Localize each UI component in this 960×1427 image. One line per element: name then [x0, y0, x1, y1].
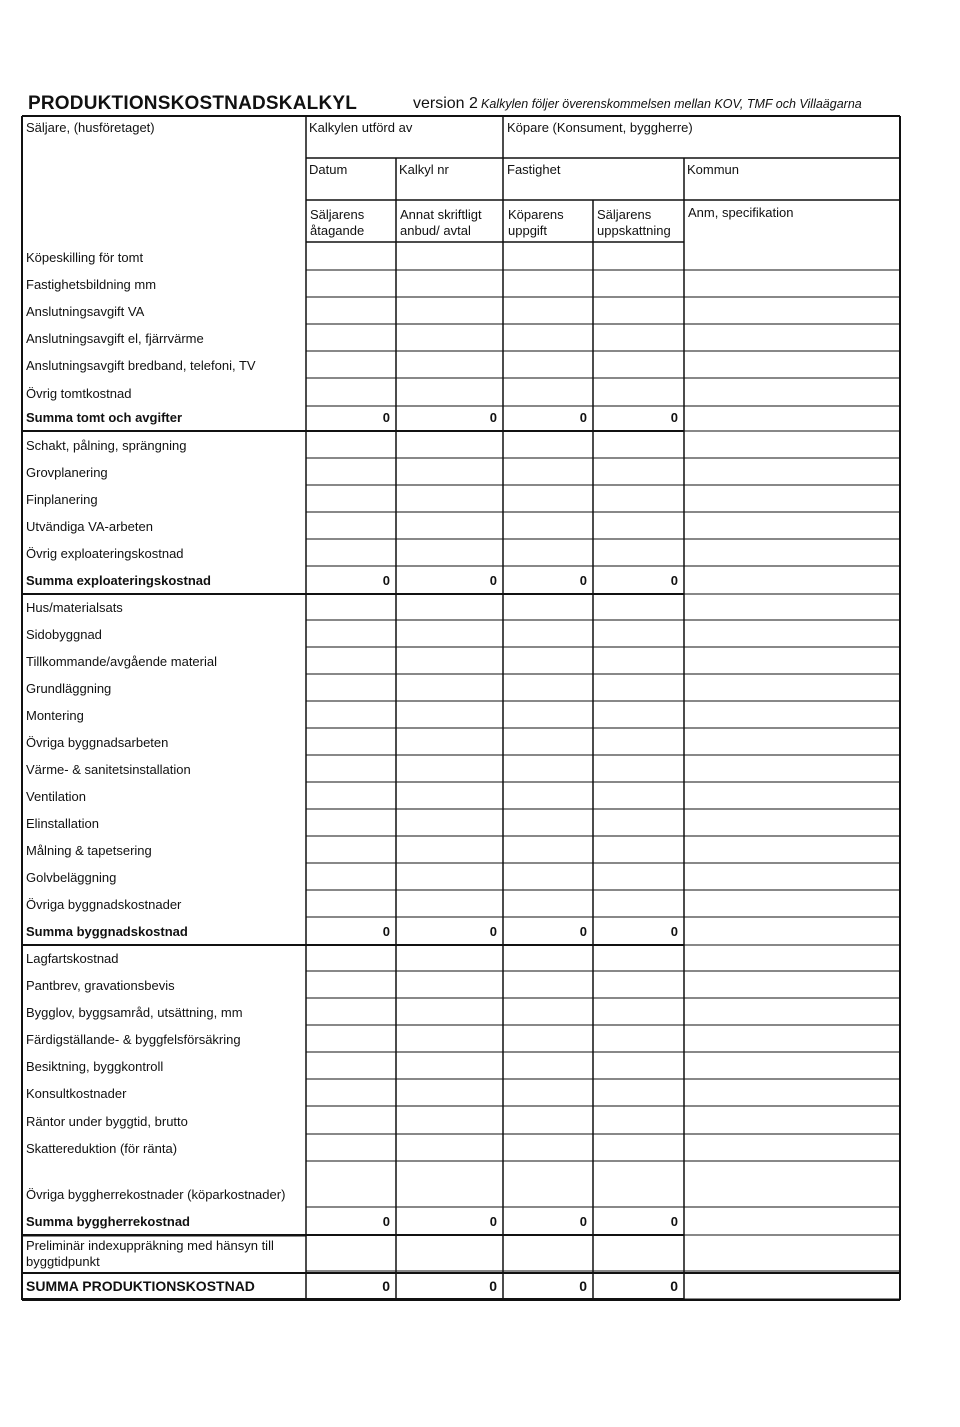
sum-value-cell: 0: [579, 1214, 587, 1229]
sum-value-cell: 0: [382, 1278, 390, 1294]
row-label-line: byggtidpunkt: [26, 1254, 100, 1269]
cost-row-label: Pantbrev, gravationsbevis: [26, 978, 175, 993]
summary-row-label: SUMMA PRODUKTIONSKOSTNAD: [26, 1278, 255, 1294]
sum-value-cell: 0: [489, 924, 497, 939]
cost-row-label: Övrig tomtkostnad: [26, 386, 132, 401]
cost-row-label: [26, 1238, 274, 1270]
version-label: version 2: [413, 95, 478, 112]
prepared-by-label: Kalkylen utförd av: [309, 120, 413, 135]
sum-value-cell: 0: [382, 573, 390, 588]
col-header-remarks: Anm, specifikation: [688, 205, 794, 220]
calc-number-label: Kalkyl nr: [399, 162, 449, 177]
cost-row-label: Besiktning, byggkontroll: [26, 1059, 164, 1074]
cost-row-label: Tillkommande/avgående material: [26, 654, 218, 669]
cost-row-label: Golvbeläggning: [26, 870, 117, 885]
cost-row-label: Lagfartskostnad: [26, 951, 119, 966]
sum-value-cell: 0: [579, 1278, 587, 1294]
cost-row-label: Anslutningsavgift el, fjärrvärme: [26, 331, 204, 346]
buyer-label: Köpare (Konsument, byggherre): [507, 120, 693, 135]
sum-value-cell: 0: [382, 924, 390, 939]
cost-row-label: Skattereduktion (för ränta): [26, 1141, 178, 1156]
cost-row-label: Grovplanering: [26, 465, 108, 480]
cost-row-label: Köpeskilling för tomt: [26, 250, 144, 265]
sum-value-cell: 0: [489, 1214, 497, 1229]
summary-row-label: Summa byggnadskostnad: [26, 924, 188, 939]
col-header-sellers-commitment: Säljarens åtagande: [310, 207, 365, 238]
summary-row-label: Summa byggherrekostnad: [26, 1214, 190, 1229]
sum-value-cell: 0: [670, 573, 678, 588]
cost-row-label: Målning & tapetsering: [26, 843, 152, 858]
col-header-sellers-estimate: Säljarens uppskattning: [597, 207, 671, 238]
sum-value-cell: 0: [489, 573, 497, 588]
cost-row-label: Övriga byggnadskostnader: [26, 897, 182, 912]
cost-row-label: Montering: [26, 708, 84, 723]
municipality-label: Kommun: [687, 162, 740, 177]
cost-row-label: Sidobyggnad: [26, 627, 102, 642]
seller-label: Säljare, (husföretaget): [26, 120, 155, 135]
page-title: PRODUKTIONSKOSTNADSKALKYL: [28, 93, 358, 114]
sum-value-cell: 0: [579, 573, 587, 588]
sum-value-cell: 0: [579, 410, 587, 425]
summary-row-label: Summa tomt och avgifter: [26, 410, 183, 425]
date-label: Datum: [309, 162, 348, 177]
cost-row-label: Övrig exploateringskostnad: [26, 546, 184, 561]
sum-value-cell: 0: [670, 410, 678, 425]
sum-value-cell: 0: [670, 1278, 678, 1294]
sum-value-cell: 0: [382, 410, 390, 425]
cost-row-label: Konsultkostnader: [26, 1086, 127, 1101]
cost-row-label: Finplanering: [26, 492, 98, 507]
col-header-buyers-info: Köparens uppgift: [508, 207, 564, 238]
cost-row-label: Övriga byggnadsarbeten: [26, 735, 169, 750]
summary-row-label: Summa exploateringskostnad: [26, 573, 211, 588]
cost-row-label: Övriga byggherrekostnader (köparkostnader): [26, 1187, 286, 1202]
property-label: Fastighet: [507, 162, 561, 177]
cost-row-label: Värme- & sanitetsinstallation: [26, 762, 191, 777]
cost-row-label: Utvändiga VA-arbeten: [26, 519, 153, 534]
sum-value-cell: 0: [670, 924, 678, 939]
cost-row-label: Elinstallation: [26, 816, 99, 831]
sum-value-cell: 0: [489, 410, 497, 425]
sum-value-cell: 0: [489, 1278, 497, 1294]
cost-row-label: Färdigställande- & byggfelsförsäkring: [26, 1032, 241, 1047]
cost-row-label: Grundläggning: [26, 681, 112, 696]
cost-row-label: Fastighetsbildning mm: [26, 277, 157, 292]
sum-value-cell: 0: [579, 924, 587, 939]
cost-row-label: Räntor under byggtid, brutto: [26, 1114, 188, 1129]
cost-row-label: Anslutningsavgift VA: [26, 304, 145, 319]
cost-row-label: Anslutningsavgift bredband, telefoni, TV: [26, 358, 256, 373]
sum-value-cell: 0: [670, 1214, 678, 1229]
col-header-other-offer: Annat skriftligt anbud/ avtal: [400, 207, 482, 238]
cost-row-label: Bygglov, byggsamråd, utsättning, mm: [26, 1005, 243, 1020]
cost-row-label: Ventilation: [26, 789, 86, 804]
cost-row-label: Hus/materialsats: [26, 600, 123, 615]
sum-value-cell: 0: [382, 1214, 390, 1229]
row-label-line: Preliminär indexuppräkning med hänsyn till: [26, 1238, 274, 1253]
agreement-note: Kalkylen följer överenskommelsen mellan KOV, TMF och Villaägarna: [481, 97, 862, 111]
cost-row-label: Schakt, pålning, sprängning: [26, 438, 187, 453]
